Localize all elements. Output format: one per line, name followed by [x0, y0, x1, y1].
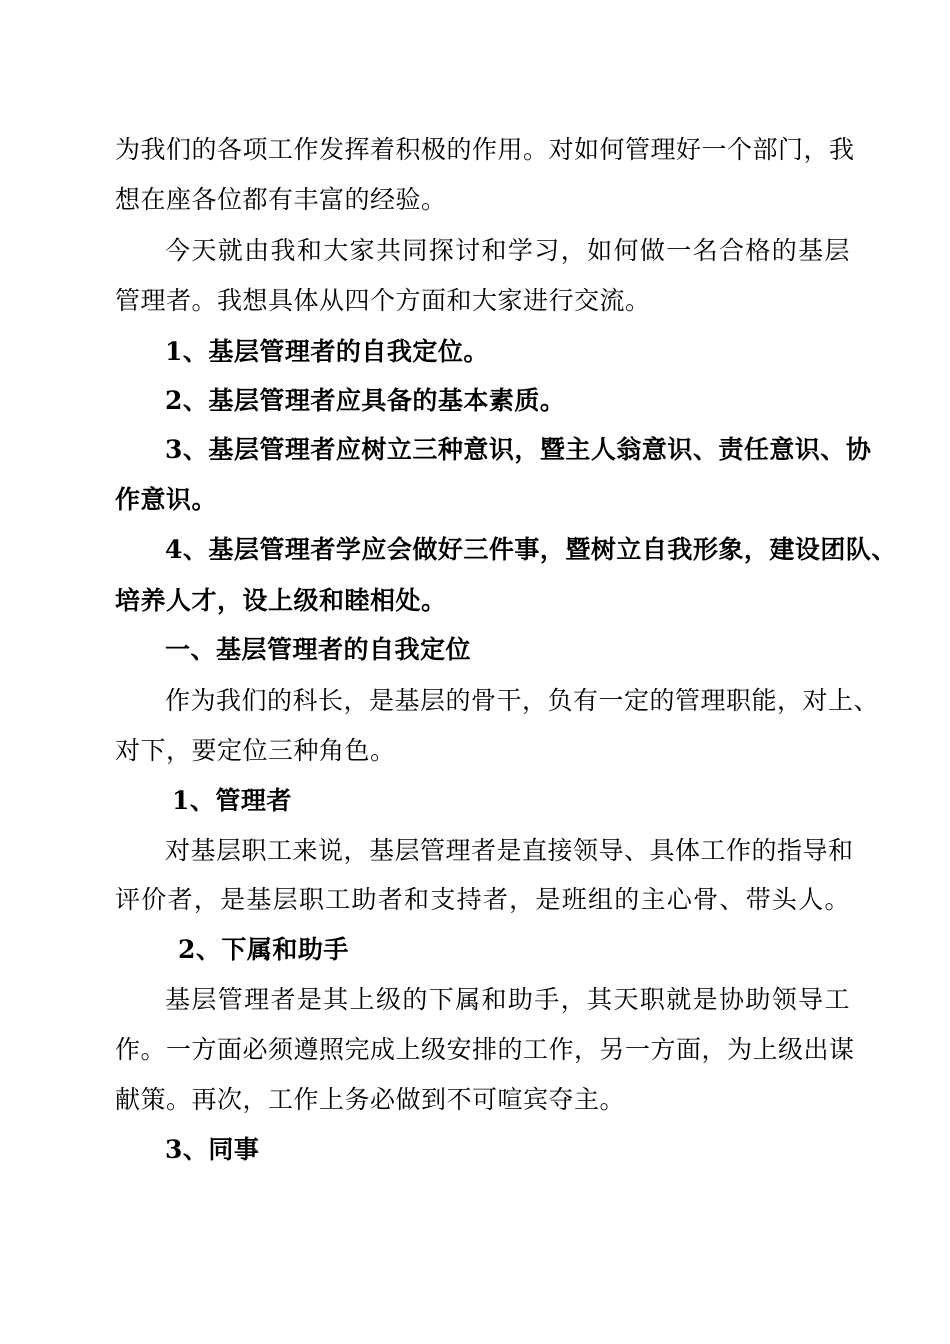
- list-item-heading: 1、基层管理者的自我定位。: [165, 337, 489, 366]
- paragraph-line: 今天就由我和大家共同探讨和学习，如何做一名合格的基层: [165, 236, 850, 265]
- paragraph-line: 为我们的各项工作发挥着积极的作用。对如何管理好一个部门，我: [115, 135, 855, 164]
- subsection-heading: 3、同事: [165, 1135, 260, 1164]
- subsection-heading: 2、下属和助手: [178, 935, 349, 964]
- paragraph-line: 想在座各位都有丰富的经验。: [115, 185, 447, 214]
- paragraph-line: 基层管理者是其上级的下属和助手，其天职就是协助领导工: [165, 985, 850, 1014]
- paragraph-line: 管理者。我想具体从四个方面和大家进行交流。: [115, 286, 651, 315]
- paragraph-line: 评价者，是基层职工助者和支持者，是班组的主心骨、带头人。: [115, 885, 850, 914]
- list-item-heading: 作意识。: [115, 485, 218, 514]
- list-item-heading: 2、基层管理者应具备的基本素质。: [165, 386, 566, 415]
- list-item-heading: 培养人才，设上级和睦相处。: [115, 586, 447, 615]
- paragraph-line: 对下，要定位三种角色。: [115, 736, 396, 765]
- subsection-heading: 1、管理者: [172, 786, 292, 815]
- section-heading: 一、基层管理者的自我定位: [165, 635, 472, 664]
- list-item-heading: 4、基层管理者学应会做好三件事，暨树立自我形象，建设团队、: [165, 535, 897, 564]
- paragraph-line: 作。一方面必须遵照完成上级安排的工作，另一方面，为上级出谋: [115, 1035, 855, 1064]
- paragraph-line: 对基层职工来说，基层管理者是直接领导、具体工作的指导和: [165, 836, 854, 865]
- list-item-heading: 3、基层管理者应树立三种意识，暨主人翁意识、责任意识、协: [165, 435, 872, 464]
- paragraph-line: 作为我们的科长，是基层的骨干，负有一定的管理职能，对上、: [165, 686, 880, 715]
- paragraph-line: 献策。再次，工作上务必做到不可喧宾夺主。: [115, 1085, 626, 1114]
